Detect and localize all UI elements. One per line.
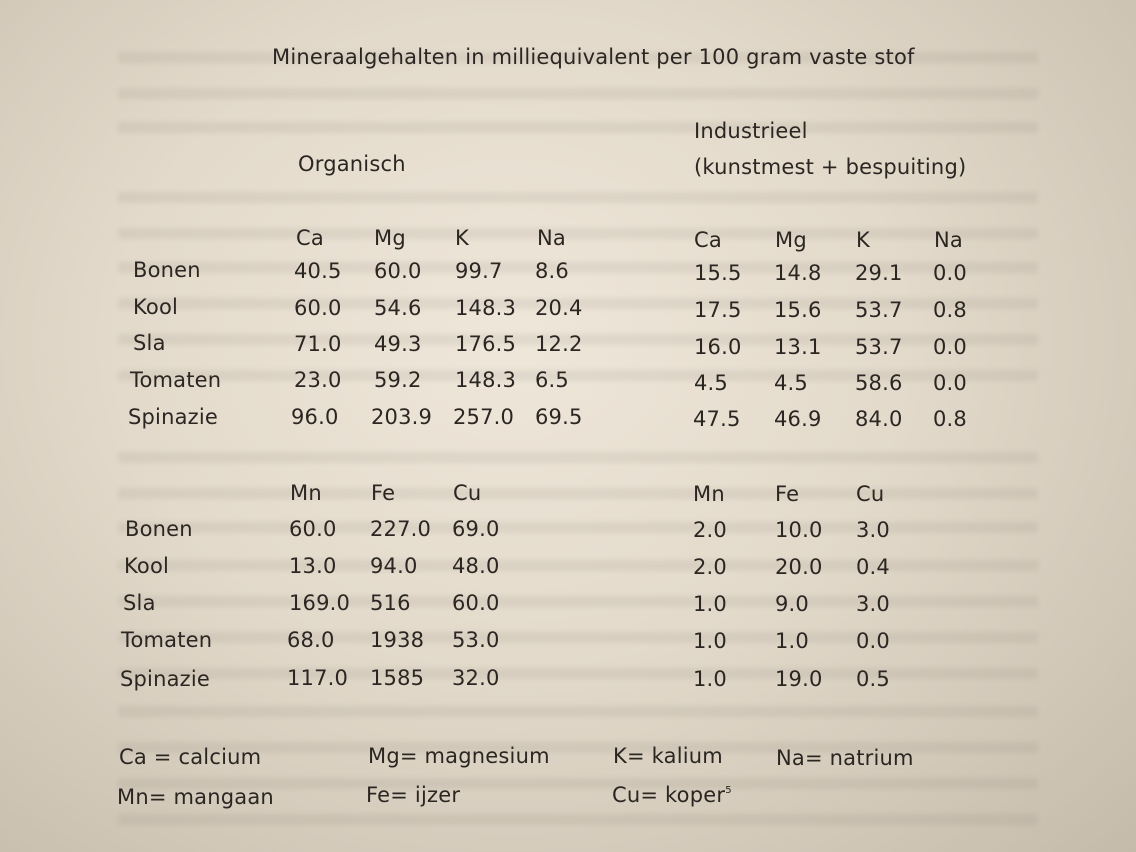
table-cell: 0.0 <box>933 261 967 285</box>
row-label: Kool <box>133 295 179 319</box>
legend-fe: Fe= ijzer <box>366 783 461 807</box>
table-cell: 1938 <box>370 628 425 652</box>
row-label: Sla <box>133 331 166 355</box>
column-header: Ca <box>694 228 722 252</box>
table-cell: 60.0 <box>294 296 342 320</box>
table-cell: 1585 <box>370 666 425 690</box>
table-cell: 48.0 <box>452 554 500 578</box>
table-cell: 84.0 <box>855 407 903 431</box>
legend-na: Na= natrium <box>776 746 914 770</box>
row-label: Spinazie <box>120 667 211 691</box>
column-header: Na <box>537 226 566 250</box>
column-header: K <box>455 226 469 250</box>
column-header: Cu <box>453 481 482 505</box>
table-cell: 176.5 <box>455 332 517 356</box>
table-cell: 0.0 <box>856 629 890 653</box>
group-industrial-sublabel: (kunstmest + bespuiting) <box>694 155 967 179</box>
table-cell: 13.1 <box>774 335 822 359</box>
table-cell: 2.0 <box>693 518 727 542</box>
table-cell: 19.0 <box>775 667 823 691</box>
table-cell: 1.0 <box>693 592 727 616</box>
table-cell: 148.3 <box>455 368 517 392</box>
table-cell: 169.0 <box>289 591 351 615</box>
row-label: Spinazie <box>128 405 219 429</box>
table-cell: 60.0 <box>374 259 422 283</box>
table-cell: 117.0 <box>287 666 349 690</box>
table-cell: 4.5 <box>694 371 728 395</box>
table-cell: 40.5 <box>294 259 342 283</box>
column-header: K <box>856 228 870 252</box>
row-label: Tomaten <box>121 628 213 652</box>
column-header: Mg <box>374 226 406 250</box>
table-cell: 227.0 <box>370 517 432 541</box>
table-cell: 60.0 <box>289 517 337 541</box>
column-header: Mn <box>693 482 725 506</box>
table-cell: 20.0 <box>775 555 823 579</box>
column-header: Mn <box>290 481 322 505</box>
table-cell: 0.0 <box>933 371 967 395</box>
table-cell: 148.3 <box>455 296 517 320</box>
table-cell: 60.0 <box>452 591 500 615</box>
table-cell: 8.6 <box>535 259 569 283</box>
table-cell: 1.0 <box>693 629 727 653</box>
table-cell: 1.0 <box>693 667 727 691</box>
column-header: Ca <box>296 226 324 250</box>
legend-k: K= kalium <box>613 744 723 768</box>
row-label: Sla <box>123 591 156 615</box>
legend-ca: Ca = calcium <box>119 745 262 769</box>
table-cell: 16.0 <box>694 335 742 359</box>
table-cell: 6.5 <box>535 368 569 392</box>
table-cell: 69.5 <box>535 405 583 429</box>
legend-mg: Mg= magnesium <box>368 744 550 768</box>
page-title: Mineraalgehalten in milliequivalent per 100 gram vaste stof <box>272 45 915 69</box>
table-cell: 0.8 <box>933 407 967 431</box>
table-cell: 96.0 <box>291 405 339 429</box>
table-cell: 58.6 <box>855 371 903 395</box>
table-cell: 15.6 <box>774 298 822 322</box>
table-cell: 29.1 <box>855 261 903 285</box>
column-header: Cu <box>856 482 885 506</box>
table-cell: 0.4 <box>856 555 890 579</box>
table-cell: 53.0 <box>452 628 500 652</box>
legend-cu-text: Cu= koper <box>612 783 726 807</box>
column-header: Mg <box>775 228 807 252</box>
table-cell: 3.0 <box>856 518 890 542</box>
table-cell: 12.2 <box>535 332 583 356</box>
column-header: Fe <box>371 481 396 505</box>
table-cell: 0.0 <box>933 335 967 359</box>
table-cell: 94.0 <box>370 554 418 578</box>
table-cell: 49.3 <box>374 332 422 356</box>
table-cell: 53.7 <box>855 335 903 359</box>
legend-mn: Mn= mangaan <box>117 785 274 809</box>
table-cell: 71.0 <box>294 332 342 356</box>
table-cell: 53.7 <box>855 298 903 322</box>
table-cell: 54.6 <box>374 296 422 320</box>
table-cell: 0.8 <box>933 298 967 322</box>
table-cell: 17.5 <box>694 298 742 322</box>
table-cell: 203.9 <box>371 405 433 429</box>
column-header: Na <box>934 228 963 252</box>
table-cell: 46.9 <box>774 407 822 431</box>
legend-cu <box>612 783 732 807</box>
table-cell: 59.2 <box>374 368 422 392</box>
table-cell: 20.4 <box>535 296 583 320</box>
table-cell: 15.5 <box>694 261 742 285</box>
table-cell: 68.0 <box>287 628 335 652</box>
table-cell: 1.0 <box>775 629 809 653</box>
table-cell: 99.7 <box>455 259 503 283</box>
table-cell: 516 <box>370 591 411 615</box>
group-organic-label: Organisch <box>298 152 406 176</box>
table-cell: 9.0 <box>775 592 809 616</box>
group-industrial-label: Industrieel <box>694 119 808 143</box>
column-header: Fe <box>775 482 800 506</box>
table-cell: 257.0 <box>453 405 515 429</box>
table-cell: 14.8 <box>774 261 822 285</box>
row-label: Bonen <box>133 258 201 282</box>
table-cell: 0.5 <box>856 667 890 691</box>
table-cell: 47.5 <box>693 407 741 431</box>
footnote-marker: 5 <box>725 785 732 796</box>
table-cell: 4.5 <box>774 371 808 395</box>
table-cell: 23.0 <box>294 368 342 392</box>
table-cell: 10.0 <box>775 518 823 542</box>
row-label: Kool <box>124 554 170 578</box>
row-label: Bonen <box>125 517 193 541</box>
row-label: Tomaten <box>130 368 222 392</box>
table-cell: 2.0 <box>693 555 727 579</box>
table-cell: 3.0 <box>856 592 890 616</box>
table-cell: 13.0 <box>289 554 337 578</box>
table-cell: 32.0 <box>452 666 500 690</box>
table-cell: 69.0 <box>452 517 500 541</box>
